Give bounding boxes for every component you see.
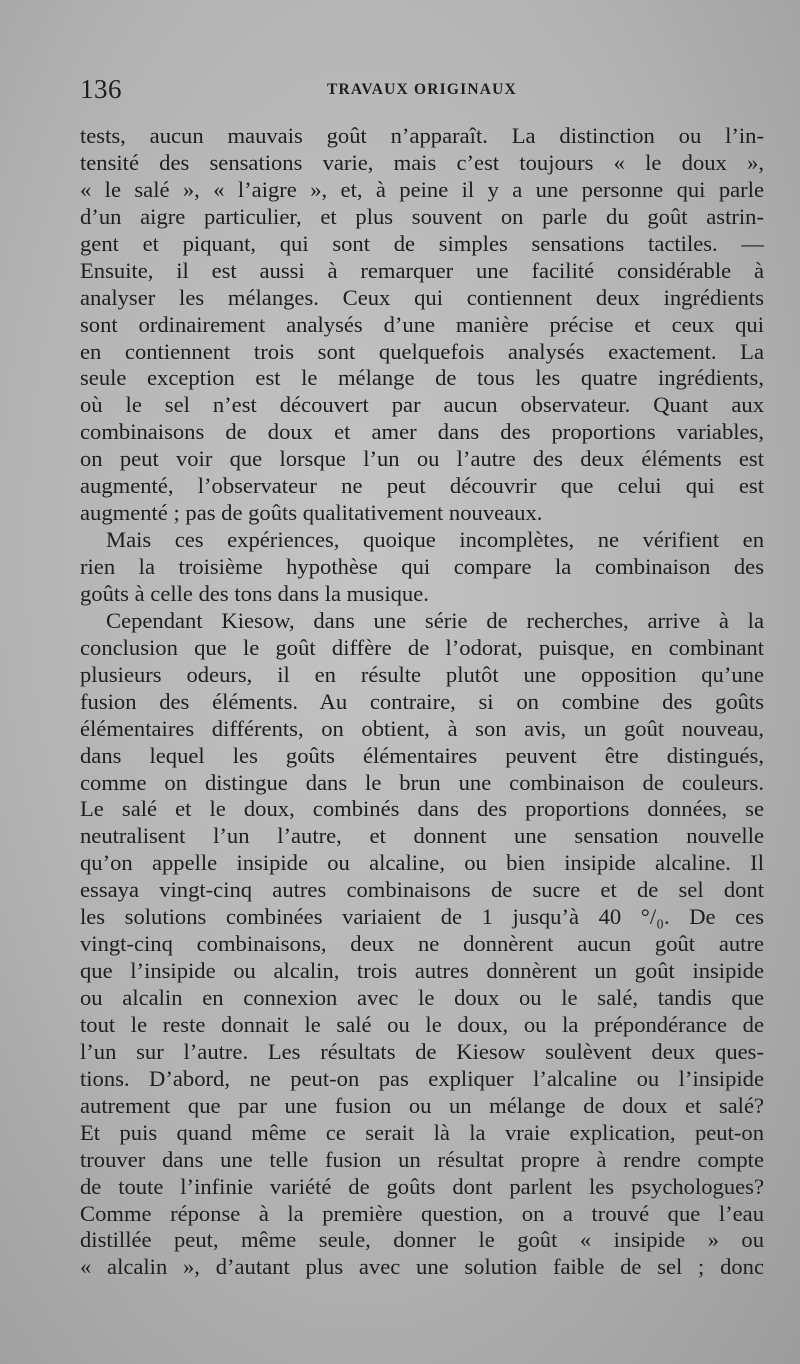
text-line: tout le reste donnait le salé ou le doux, ou la prépondérance de bbox=[80, 1011, 764, 1037]
text-line: l’un sur l’autre. Les résultats de Kiesow soulèvent deux ques- bbox=[80, 1038, 764, 1064]
text-line: tensité des sensations varie, mais c’est toujours « le doux », bbox=[80, 149, 764, 175]
text-line: trouver dans une telle fusion un résultat propre à rendre compte bbox=[80, 1146, 764, 1172]
paragraph bbox=[80, 608, 764, 1281]
text-line: tests, aucun mauvais goût n’apparaît. La distinction ou l’in- bbox=[80, 123, 764, 148]
text-line: augmenté ; pas de goûts qualitativement nouveaux. bbox=[80, 500, 543, 526]
text-line: de toute l’infinie variété de goûts dont parlent les psychologues? bbox=[80, 1173, 764, 1199]
text-line: Ensuite, il est aussi à remarquer une facilité considérable à bbox=[80, 257, 764, 283]
text-line: comme on distingue dans le brun une combinaison de couleurs. bbox=[80, 769, 764, 795]
text-line: on peut voir que lorsque l’un ou l’autre des deux éléments est bbox=[80, 446, 764, 472]
paragraph bbox=[80, 123, 764, 527]
text-line: Comme réponse à la première question, on a trouvé que l’eau bbox=[80, 1200, 764, 1226]
page-number: 136 bbox=[80, 74, 122, 104]
text-line: dans lequel les goûts élémentaires peuvent être distingués, bbox=[80, 742, 764, 768]
text-line: tions. D’abord, ne peut-on pas expliquer l’alcaline ou l’insipide bbox=[80, 1065, 764, 1091]
text-line: conclusion que le goût diffère de l’odorat, puisque, en combinant bbox=[80, 634, 764, 660]
text-line: Cependant Kiesow, dans une série de recherches, arrive à la bbox=[106, 607, 764, 633]
text-line: plusieurs odeurs, il en résulte plutôt une opposition qu’une bbox=[80, 661, 764, 687]
text-line: sont ordinairement analysés d’une manière précise et ceux qui bbox=[80, 311, 764, 337]
text-line: ou alcalin en connexion avec le doux ou le salé, tandis que bbox=[80, 985, 764, 1010]
text-line: augmenté, l’observateur ne peut découvrir que celui qui est bbox=[80, 473, 764, 499]
running-head: TRAVAUX ORIGINAUX bbox=[327, 81, 517, 98]
text-line: Le salé et le doux, combinés dans des proportions données, se bbox=[80, 796, 764, 822]
text-line: élémentaires différents, on obtient, à son avis, un goût nouveau, bbox=[80, 715, 764, 741]
text-line: goûts à celle des tons dans la musique. bbox=[80, 580, 429, 606]
text-line: seule exception est le mélange de tous les quatre ingrédients, bbox=[80, 365, 764, 391]
text-line: d’un aigre particulier, et plus souvent on parle du goût astrin- bbox=[80, 203, 764, 229]
text-line: gent et piquant, qui sont de simples sensations tactiles. — bbox=[80, 230, 764, 256]
text-line: vingt-cinq combinaisons, deux ne donnèrent aucun goût autre bbox=[80, 931, 764, 957]
paragraph bbox=[80, 527, 764, 608]
text-line: autrement que par une fusion ou un mélange de doux et salé? bbox=[80, 1092, 764, 1118]
text-line: combinaisons de doux et amer dans des proportions variables, bbox=[80, 419, 764, 445]
text-line: fusion des éléments. Au contraire, si on combine des goûts bbox=[80, 688, 764, 714]
text-line: neutralisent l’un l’autre, et donnent une sensation nouvelle bbox=[80, 823, 764, 849]
text-line: « le salé », « l’aigre », et, à peine il y a une personne qui parle bbox=[80, 176, 764, 202]
text-line: que l’insipide ou alcalin, trois autres donnèrent un goût insipide bbox=[80, 958, 764, 984]
text-line: qu’on appelle insipide ou alcaline, ou bien insipide alcaline. Il bbox=[80, 850, 764, 876]
text-line: en contiennent trois sont quelquefois analysés exactement. La bbox=[80, 338, 764, 364]
text-line: Mais ces expériences, quoique incomplètes, ne vérifient en bbox=[106, 527, 764, 553]
body-text bbox=[80, 123, 764, 1281]
text-line: rien la troisième hypothèse qui compare la combinaison des bbox=[80, 554, 764, 579]
text-line: les solutions combinées variaient de 1 jusqu’à 40 °/₀. De ces bbox=[80, 904, 764, 930]
text-line: analyser les mélanges. Ceux qui contiennent deux ingrédients bbox=[80, 284, 764, 310]
text-line: essaya vingt-cinq autres combinaisons de sucre et de sel dont bbox=[80, 877, 764, 903]
text-line: Et puis quand même ce serait là la vraie explication, peut-on bbox=[80, 1119, 764, 1145]
text-line: « alcalin », d’autant plus avec une solution faible de sel ; donc bbox=[80, 1254, 764, 1280]
text-line: où le sel n’est découvert par aucun observateur. Quant aux bbox=[80, 392, 764, 418]
text-line: distillée peut, même seule, donner le goût « insipide » ou bbox=[80, 1227, 764, 1253]
page-header bbox=[80, 74, 760, 108]
